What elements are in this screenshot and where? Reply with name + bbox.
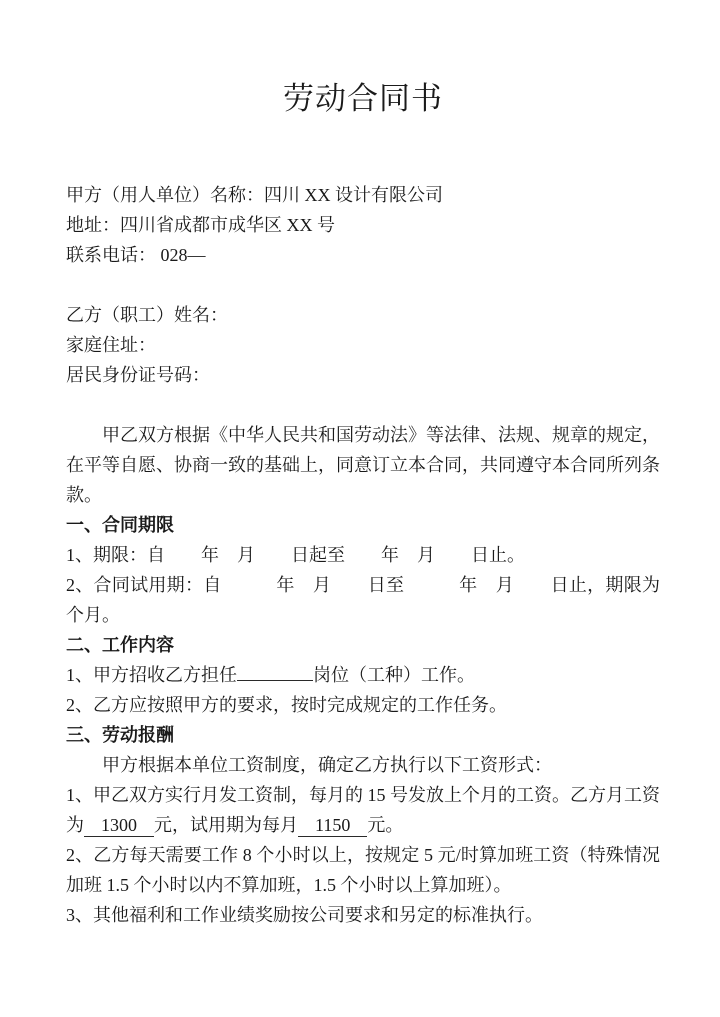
probation-wage-value: 1150 (298, 814, 367, 837)
section2-clause1 (66, 660, 660, 690)
section3-clause1-text2: 元，试用期为每月 (154, 815, 298, 835)
section1-heading: 一、合同期限 (66, 515, 174, 535)
party-a-block (66, 180, 660, 270)
job-title-blank-field (237, 680, 313, 681)
party-a-phone-line: 联系电话： 028— (66, 245, 206, 265)
section3-clause1-text1: 1、甲乙双方实行月发工资制，每月的 15 号发放上个月的工资。乙方月工资为 (66, 785, 660, 835)
party-a-name-line: 甲方（用人单位）名称：四川 XX 设计有限公司 (66, 185, 443, 205)
party-b-block (66, 300, 660, 390)
preamble-paragraph: 甲乙双方根据《中华人民共和国劳动法》等法律、法规、规章的规定，在平等自愿、协商一致的基础上，同意订立本合同，共同遵守本合同所列条款。 (66, 425, 660, 505)
section3-clause3: 3、其他福利和工作业绩奖励按公司要求和另定的标准执行。 (66, 905, 543, 925)
party-b-id-line: 居民身份证号码： (66, 365, 210, 385)
party-b-name-line: 乙方（职工）姓名： (66, 305, 228, 325)
section3-heading: 三、劳动报酬 (66, 725, 174, 745)
section2-clause2: 2、乙方应按照甲方的要求，按时完成规定的工作任务。 (66, 695, 507, 715)
section2-heading: 二、工作内容 (66, 635, 174, 655)
section2-clause1-prefix: 1、甲方招收乙方担任 (66, 665, 237, 685)
section3-clause1 (66, 780, 660, 840)
section1-clause1: 1、期限：自 年 月 日起至 年 月 日止。 (66, 545, 525, 565)
section3-intro: 甲方根据本单位工资制度，确定乙方执行以下工资形式： (102, 755, 552, 775)
section2-clause1-suffix: 岗位（工种）工作。 (313, 665, 475, 685)
monthly-wage-value: 1300 (84, 814, 154, 837)
section3-clause2: 2、乙方每天需要工作 8 个小时以上，按规定 5 元/时算加班工资（特殊情况加班 1.5 个小时以内不算加班，1.5 个小时以上算加班）。 (66, 845, 660, 895)
document-title: 劳动合同书 (283, 81, 443, 116)
party-b-address-line: 家庭住址： (66, 335, 156, 355)
party-a-address-line: 地址：四川省成都市成华区 XX 号 (66, 215, 335, 235)
section3-clause1-text3: 元。 (367, 815, 404, 835)
section1-clause2: 2、合同试用期：自 年 月 日至 年 月 日止，期限为 个月。 (66, 575, 696, 625)
